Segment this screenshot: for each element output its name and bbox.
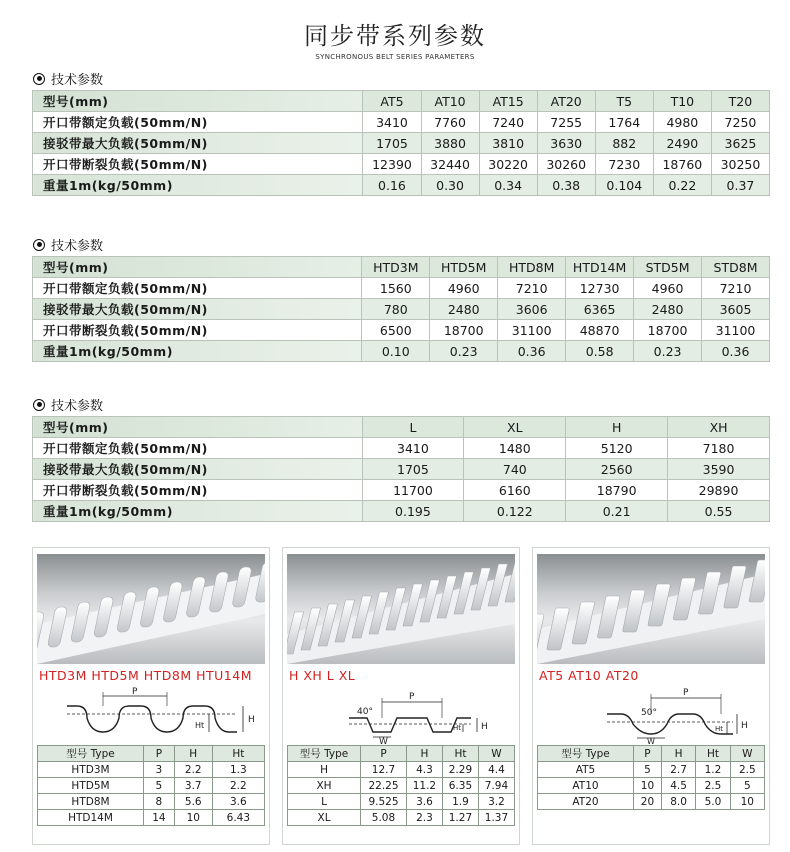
dims-cell: AT20 [538, 794, 634, 810]
profile-svg [287, 684, 515, 744]
table-header-row [33, 417, 770, 438]
dims-cell: 1.9 [442, 794, 478, 810]
dims-cell: 8 [144, 794, 175, 810]
table-cell: 0.16 [363, 175, 421, 196]
dims-cell: L [288, 794, 361, 810]
dims-table-at [537, 745, 765, 810]
column-header: HTD8M [498, 257, 566, 278]
dims-row [538, 794, 765, 810]
spec-table-htd-std [32, 256, 770, 362]
column-header: AT5 [363, 91, 421, 112]
table-cell: 1705 [362, 459, 464, 480]
table-cell: 0.38 [537, 175, 595, 196]
dim-label-p: P [683, 688, 689, 698]
table-cell: 6365 [566, 299, 634, 320]
table-cell: 740 [464, 459, 566, 480]
dims-cell: 3.7 [174, 778, 212, 794]
column-header: AT20 [537, 91, 595, 112]
table-cell: 31100 [498, 320, 566, 341]
table-cell: 7210 [498, 278, 566, 299]
dims-cell: 2.2 [212, 778, 264, 794]
dims-column-header: W [478, 746, 514, 762]
row-label: 开口带额定负载(50mm/N) [33, 278, 362, 299]
profile-svg [537, 684, 765, 744]
dims-cell: XH [288, 778, 361, 794]
table-cell: 7230 [595, 154, 653, 175]
bullet-icon [33, 239, 45, 251]
table-cell: 0.37 [711, 175, 769, 196]
dims-cell: 2.3 [406, 810, 442, 826]
dims-cell: AT10 [538, 778, 634, 794]
dim-label-p: P [409, 692, 415, 702]
table-row [33, 299, 770, 320]
dims-cell: 3.2 [478, 794, 514, 810]
table-cell: 30220 [479, 154, 537, 175]
table-row [33, 278, 770, 299]
section-heading-text: 技术参数 [51, 73, 104, 88]
table-cell: 0.23 [634, 341, 702, 362]
row-label: 型号(mm) [33, 417, 363, 438]
dim-label-h: H [481, 722, 488, 732]
column-header: T10 [653, 91, 711, 112]
table-header-row [33, 91, 770, 112]
belt-image [537, 554, 765, 664]
dims-cell: 20 [634, 794, 662, 810]
table-cell: 3606 [498, 299, 566, 320]
table-cell: 30250 [711, 154, 769, 175]
dims-row [38, 778, 265, 794]
table-cell: 4960 [634, 278, 702, 299]
section-heading-text: 技术参数 [51, 239, 104, 254]
dims-cell: 5.6 [174, 794, 212, 810]
dims-row [288, 810, 515, 826]
table-cell: 0.104 [595, 175, 653, 196]
row-label: 型号(mm) [33, 257, 362, 278]
dims-cell: 3.6 [406, 794, 442, 810]
dims-table-htd [37, 745, 265, 826]
table-row [33, 341, 770, 362]
row-label: 型号(mm) [33, 91, 363, 112]
column-header: STD5M [634, 257, 702, 278]
section-heading [33, 395, 103, 414]
dims-cell: 7.94 [478, 778, 514, 794]
belt-photo-trapezoid [287, 554, 515, 664]
table-cell: 11700 [362, 480, 464, 501]
row-label: 开口带断裂负载(50mm/N) [33, 480, 363, 501]
dims-cell: 10 [174, 810, 212, 826]
dims-column-header: 型号 Type [288, 746, 361, 762]
spec-table-l-xh [32, 416, 770, 522]
row-label: 重量1m(kg/50mm) [33, 175, 363, 196]
belt-image [37, 554, 265, 664]
table-row [33, 320, 770, 341]
table-row [33, 112, 770, 133]
table-row [33, 459, 770, 480]
table-cell: 1560 [362, 278, 430, 299]
table-cell: 882 [595, 133, 653, 154]
table-cell: 7210 [702, 278, 770, 299]
dims-cell: 2.29 [442, 762, 478, 778]
dims-column-header: Ht [212, 746, 264, 762]
page-title: 同步带系列参数 [304, 22, 486, 50]
table-cell: 4980 [653, 112, 711, 133]
dims-cell: 1.37 [478, 810, 514, 826]
table-row [33, 154, 770, 175]
dims-cell: 1.3 [212, 762, 264, 778]
dims-cell: 1.27 [442, 810, 478, 826]
dims-column-header: 型号 Type [38, 746, 144, 762]
dims-row [538, 778, 765, 794]
dims-cell: 4.5 [661, 778, 695, 794]
dims-cell: 2.5 [696, 778, 730, 794]
table-cell: 0.195 [362, 501, 464, 522]
table-cell: 6500 [362, 320, 430, 341]
dim-label-ht: Ht [453, 724, 462, 732]
dims-column-header: H [406, 746, 442, 762]
section-heading [33, 69, 103, 88]
dims-cell: 5.0 [696, 794, 730, 810]
dims-cell: 1.2 [696, 762, 730, 778]
dims-cell: 4.3 [406, 762, 442, 778]
dim-label-w: W [647, 737, 655, 744]
table-cell: 12730 [566, 278, 634, 299]
dims-row [38, 762, 265, 778]
dims-cell: 9.525 [361, 794, 407, 810]
page-subtitle: SYNCHRONOUS BELT SERIES PARAMETERS [315, 53, 475, 61]
table-cell: 18700 [430, 320, 498, 341]
dims-column-header: Ht [696, 746, 730, 762]
dim-label-ht: Ht [715, 725, 724, 733]
tooth-profile-diagram [287, 684, 515, 744]
dims-cell: 5 [634, 762, 662, 778]
table-cell: 3810 [479, 133, 537, 154]
table-cell: 2490 [653, 133, 711, 154]
table-cell: 2560 [566, 459, 668, 480]
column-header: STD8M [702, 257, 770, 278]
dims-cell: 5.08 [361, 810, 407, 826]
row-label: 接驳带最大负载(50mm/N) [33, 299, 362, 320]
column-header: HTD3M [362, 257, 430, 278]
table-cell: 0.36 [702, 341, 770, 362]
table-cell: 0.30 [421, 175, 479, 196]
table-cell: 3590 [668, 459, 770, 480]
table-cell: 780 [362, 299, 430, 320]
belt-image [287, 554, 515, 664]
section-heading [33, 235, 103, 254]
row-label: 开口带额定负载(50mm/N) [33, 112, 363, 133]
dims-column-header: P [144, 746, 175, 762]
table-row [33, 133, 770, 154]
dims-cell: HTD5M [38, 778, 144, 794]
table-cell: 0.58 [566, 341, 634, 362]
table-cell: 2480 [430, 299, 498, 320]
dim-label-p: P [132, 687, 138, 697]
dims-cell: HTD8M [38, 794, 144, 810]
spec-table-at-t [32, 90, 770, 196]
row-label: 开口带断裂负载(50mm/N) [33, 154, 363, 175]
column-header: AT10 [421, 91, 479, 112]
column-header: T5 [595, 91, 653, 112]
table-cell: 1480 [464, 438, 566, 459]
column-header: HTD5M [430, 257, 498, 278]
profile-svg [37, 684, 265, 744]
dims-row [38, 794, 265, 810]
dims-column-header: Ht [442, 746, 478, 762]
table-cell: 0.36 [498, 341, 566, 362]
table-cell: 3880 [421, 133, 479, 154]
column-header: HTD14M [566, 257, 634, 278]
dims-row [538, 762, 765, 778]
table-cell: 0.34 [479, 175, 537, 196]
tooth-profile-diagram [537, 684, 765, 744]
row-label: 开口带断裂负载(50mm/N) [33, 320, 362, 341]
table-row [33, 480, 770, 501]
column-header: XL [464, 417, 566, 438]
table-cell: 3625 [711, 133, 769, 154]
dims-table-h-xh-l-xl [287, 745, 515, 826]
column-header: L [362, 417, 464, 438]
dims-cell: 11.2 [406, 778, 442, 794]
table-cell: 18760 [653, 154, 711, 175]
table-cell: 3605 [702, 299, 770, 320]
row-label: 接驳带最大负载(50mm/N) [33, 133, 363, 154]
row-label: 开口带额定负载(50mm/N) [33, 438, 363, 459]
table-cell: 18700 [634, 320, 702, 341]
dims-column-header: P [361, 746, 407, 762]
dims-cell: 3 [144, 762, 175, 778]
table-cell: 7760 [421, 112, 479, 133]
dims-cell: 10 [634, 778, 662, 794]
dims-cell: 2.2 [174, 762, 212, 778]
row-label: 重量1m(kg/50mm) [33, 501, 363, 522]
table-cell: 5120 [566, 438, 668, 459]
dims-row [288, 794, 515, 810]
dims-cell: 12.7 [361, 762, 407, 778]
table-cell: 1764 [595, 112, 653, 133]
dims-column-header: 型号 Type [538, 746, 634, 762]
table-row [33, 175, 770, 196]
profile-type-label: HTD3M HTD5M HTD8M HTU14M [39, 668, 252, 683]
table-cell: 1705 [363, 133, 421, 154]
column-header: XH [668, 417, 770, 438]
dims-column-header: H [661, 746, 695, 762]
table-cell: 0.55 [668, 501, 770, 522]
dims-cell: 5 [144, 778, 175, 794]
belt-photo-at [537, 554, 765, 664]
dims-row [38, 810, 265, 826]
table-cell: 7250 [711, 112, 769, 133]
dims-column-header: W [730, 746, 764, 762]
table-cell: 32440 [421, 154, 479, 175]
dims-header-row [538, 746, 765, 762]
table-cell: 4960 [430, 278, 498, 299]
table-cell: 6160 [464, 480, 566, 501]
table-cell: 48870 [566, 320, 634, 341]
table-cell: 31100 [702, 320, 770, 341]
belt-card-at [532, 547, 770, 845]
dims-cell: 2.5 [730, 762, 764, 778]
dims-row [288, 778, 515, 794]
dims-cell: HTD3M [38, 762, 144, 778]
dims-cell: 6.35 [442, 778, 478, 794]
dims-cell: 10 [730, 794, 764, 810]
profile-type-label: H XH L XL [289, 668, 356, 683]
dims-cell: HTD14M [38, 810, 144, 826]
dims-column-header: H [174, 746, 212, 762]
column-header: T20 [711, 91, 769, 112]
table-cell: 29890 [668, 480, 770, 501]
column-header: AT15 [479, 91, 537, 112]
table-cell: 3630 [537, 133, 595, 154]
dims-column-header: P [634, 746, 662, 762]
bullet-icon [33, 399, 45, 411]
dims-cell: 8.0 [661, 794, 695, 810]
dim-label-w: W [379, 737, 388, 744]
table-cell: 7240 [479, 112, 537, 133]
table-cell: 7255 [537, 112, 595, 133]
table-row [33, 438, 770, 459]
dims-cell: 4.4 [478, 762, 514, 778]
dims-cell: XL [288, 810, 361, 826]
belt-card-htd [32, 547, 270, 845]
table-cell: 12390 [363, 154, 421, 175]
column-header: H [566, 417, 668, 438]
dims-cell: 6.43 [212, 810, 264, 826]
dims-row [288, 762, 515, 778]
dim-label-angle: 40° [357, 707, 373, 717]
dim-label-ht: Ht [195, 721, 205, 730]
dims-cell: AT5 [538, 762, 634, 778]
table-cell: 0.10 [362, 341, 430, 362]
belt-card-h-xh-l-xl [282, 547, 520, 845]
dim-label-angle: 50° [641, 708, 657, 718]
table-row [33, 501, 770, 522]
dims-cell: H [288, 762, 361, 778]
table-cell: 18790 [566, 480, 668, 501]
dims-cell: 22.25 [361, 778, 407, 794]
table-cell: 0.22 [653, 175, 711, 196]
row-label: 重量1m(kg/50mm) [33, 341, 362, 362]
dims-header-row [38, 746, 265, 762]
table-cell: 30260 [537, 154, 595, 175]
table-cell: 3410 [363, 112, 421, 133]
dims-cell: 3.6 [212, 794, 264, 810]
belt-photo-htd [37, 554, 265, 664]
dim-label-h: H [741, 721, 748, 731]
tooth-profile-diagram [37, 684, 265, 744]
dim-label-h: H [248, 715, 255, 725]
table-cell: 7180 [668, 438, 770, 459]
section-heading-text: 技术参数 [51, 399, 104, 414]
profile-type-label: AT5 AT10 AT20 [539, 668, 639, 683]
dims-cell: 2.7 [661, 762, 695, 778]
table-cell: 0.21 [566, 501, 668, 522]
bullet-icon [33, 73, 45, 85]
table-cell: 3410 [362, 438, 464, 459]
table-cell: 0.122 [464, 501, 566, 522]
dims-cell: 14 [144, 810, 175, 826]
table-cell: 0.23 [430, 341, 498, 362]
table-cell: 2480 [634, 299, 702, 320]
dims-cell: 5 [730, 778, 764, 794]
row-label: 接驳带最大负载(50mm/N) [33, 459, 363, 480]
table-header-row [33, 257, 770, 278]
dims-header-row [288, 746, 515, 762]
